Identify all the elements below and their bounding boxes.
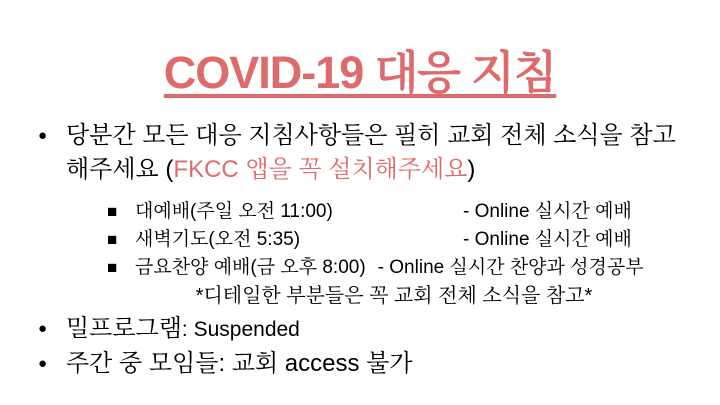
notice-bullet <box>38 119 706 187</box>
schedule-label: 대예배(주일 오전 11:00) <box>135 201 333 222</box>
bullet-icon: ● <box>38 127 48 144</box>
worship-schedule-list <box>107 196 710 280</box>
detail-note: *디테일한 부분들은 꼭 교회 전체 소식을 참고* <box>195 285 593 307</box>
slide-title: COVID-19 대응 지침 <box>163 47 557 98</box>
meal-program-text <box>66 312 300 347</box>
meal-program-bullet <box>38 312 706 347</box>
weekday-meetings-text: 주간 중 모임들: 교회 access 불가 <box>66 350 413 377</box>
schedule-row-dawn-prayer <box>107 224 710 252</box>
schedule-row-friday-praise <box>107 252 710 280</box>
weekday-meetings-bullet <box>38 347 706 381</box>
fkcc-app-highlight: FKCC 앱을 꼭 설치해주세요 <box>173 156 468 183</box>
schedule-label: 금요찬양 예배(금 오후 8:00) <box>135 257 366 278</box>
meal-program-label: 밀프로그램 <box>66 315 182 342</box>
notice-line2-start: 해주세요 ( <box>66 156 174 183</box>
square-bullet-icon: ■ <box>107 202 118 221</box>
square-bullet-icon: ■ <box>107 230 118 249</box>
bullet-icon: ● <box>38 320 48 337</box>
schedule-detail: - Online 실시간 예배 <box>463 229 632 250</box>
schedule-detail: - Online 실시간 예배 <box>463 201 632 222</box>
notice-line1: 당분간 모든 대응 지침사항들은 필히 교회 전체 소식을 참고 <box>66 122 676 149</box>
notice-text <box>66 119 676 187</box>
schedule-row-main-worship <box>107 196 710 224</box>
square-bullet-icon: ■ <box>107 258 118 277</box>
schedule-detail: - Online 실시간 찬양과 성경공부 <box>377 257 644 278</box>
notice-line2-end: ) <box>467 156 476 183</box>
meal-program-status: : Suspended <box>181 318 300 341</box>
bullet-icon: ● <box>38 355 48 372</box>
schedule-label: 새벽기도(오전 5:35) <box>135 229 301 250</box>
